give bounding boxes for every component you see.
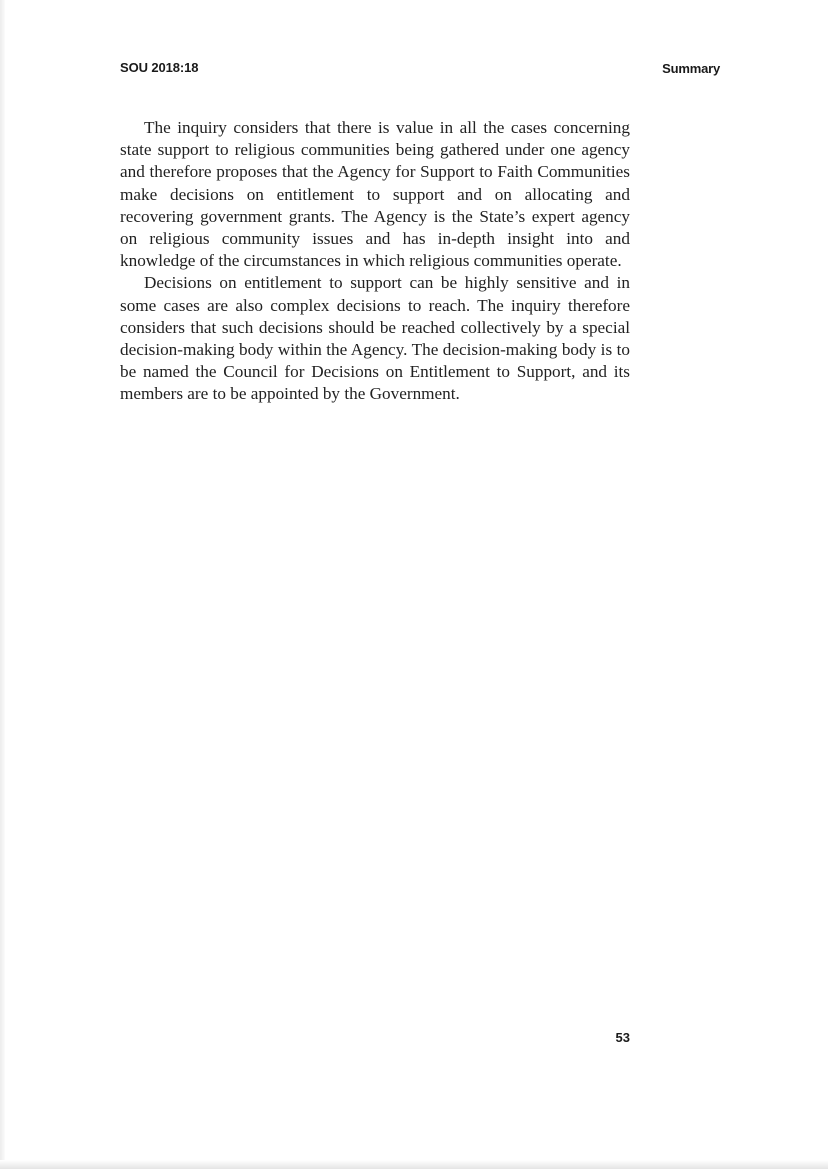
body-text [120,117,630,406]
scan-shadow-bottom [0,1160,828,1169]
paragraph-2: Decisions on entitlement to support can be highly sensitive and in some cases are also complex decisions to reach. The inquiry therefore considers that such decisions should be reached collectively by a special decision-making body within the Agency. The decision-making body is to be named the Council for Decisions on Entitlement to Support, and its members are to be appointed by the Government. [120,273,630,404]
scan-shadow-left [0,0,5,1169]
running-head-report-id: SOU 2018:18 [120,60,199,75]
page-number: 53 [615,1030,630,1045]
running-head-section: Summary [662,61,720,76]
paragraph-1: The inquiry considers that there is value in all the cases concerning state support to religious communities being gathered under one agency and therefore proposes that the Agency for Support to Faith Communities make decisions on entitlement to support and on allocating and recovering government grants. The Agency is the State’s expert agency on religious community issues and has in-depth insight into and knowledge of the circumstances in which religious communities operate. [120,118,630,271]
